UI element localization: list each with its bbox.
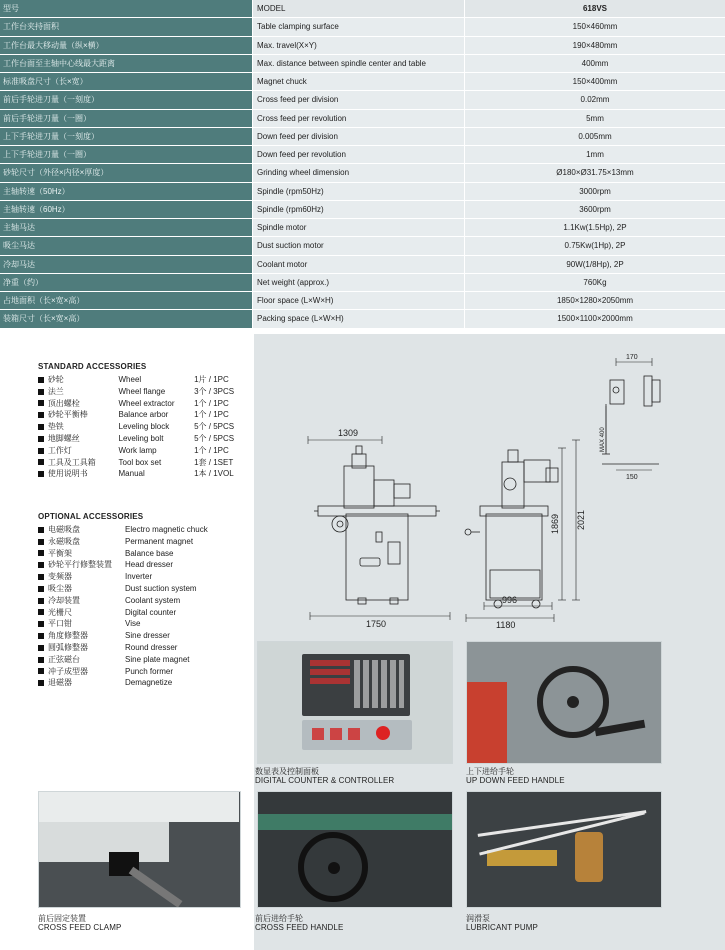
spec-row xyxy=(0,237,725,255)
standard-accessory-item xyxy=(38,445,253,457)
spec-en: Packing space (L×W×H) xyxy=(252,310,464,327)
spec-val: 190×480mm xyxy=(464,37,725,54)
accessory-en: Balance base xyxy=(125,548,174,558)
accessory-cn: 垫铁 xyxy=(47,422,64,432)
accessory-qty: 1套 / 1SET xyxy=(194,457,234,467)
accessory-qty: 1个 / 1PC xyxy=(194,445,229,455)
accessory-cn: 冲子成型器 xyxy=(48,666,88,676)
optional-accessory-item xyxy=(38,630,253,642)
dim-height-1869: 1869 xyxy=(550,513,560,534)
caption-cn-2: 上下进给手轮 xyxy=(466,767,514,776)
caption-cn-5: 润滑泵 xyxy=(466,914,490,923)
spec-row xyxy=(0,164,725,182)
accessory-en: Permanent magnet xyxy=(125,536,194,546)
accessory-en: Balance arbor xyxy=(118,410,169,420)
bullet-icon xyxy=(38,457,48,469)
bullet-icon xyxy=(38,468,48,480)
accessory-en: Sine dresser xyxy=(125,631,170,641)
accessory-en: Wheel flange xyxy=(118,386,166,396)
accessory-en: Punch former xyxy=(125,666,174,676)
spec-en: Net weight (approx.) xyxy=(252,274,464,291)
spec-row xyxy=(0,256,725,274)
accessory-en: Electro magnetic chuck xyxy=(125,525,208,534)
accessory-cn: 砂轮平衡棒 xyxy=(47,410,88,420)
accessory-en: Inverter xyxy=(125,572,153,582)
spec-en: Floor space (L×W×H) xyxy=(252,292,464,309)
spec-row xyxy=(0,37,725,55)
accessory-cn: 正弦磁台 xyxy=(48,654,80,664)
spec-en: Dust suction motor xyxy=(252,237,464,254)
dim-width-bottom: 1750 xyxy=(366,619,387,629)
spec-row xyxy=(0,274,725,292)
spec-cn: 吸尘马达 xyxy=(0,237,252,254)
accessory-en: Round dresser xyxy=(125,642,178,652)
photo-cross-feed-handle xyxy=(257,791,453,908)
bullet-icon xyxy=(38,398,48,410)
standard-accessory-item xyxy=(38,409,253,421)
accessory-cn: 法兰 xyxy=(47,386,64,396)
spec-cn: 工作台最大移动量（纵×横） xyxy=(0,37,252,54)
accessory-cn: 圆弧修整器 xyxy=(48,642,88,652)
photo-lubricant-pump xyxy=(466,791,662,908)
front-counter xyxy=(394,484,410,498)
bullet-icon xyxy=(38,642,48,654)
optional-accessory-item xyxy=(38,595,253,607)
dim-max-400: MAX 400 xyxy=(600,427,606,452)
spec-val: Ø180×Ø31.75×13mm xyxy=(464,164,725,181)
spec-val: 1mm xyxy=(464,146,725,163)
spec-cn: 冷却马达 xyxy=(0,256,252,273)
spec-cn: 装箱尺寸（长×宽×高） xyxy=(0,310,252,327)
photo-cross-feed-clamp xyxy=(38,791,241,908)
accessory-cn: 地脚螺丝 xyxy=(47,433,80,443)
optional-accessory-item xyxy=(38,536,253,548)
accessory-en: Wheel extractor xyxy=(118,398,175,408)
accessory-en: Dust suction system xyxy=(125,583,197,593)
spec-val: 400mm xyxy=(464,55,725,72)
accessory-qty: 3个 / 3PCS xyxy=(194,386,235,396)
caption-cn-1: 数显表及控制面板 xyxy=(255,767,319,776)
spec-val: 1850×1280×2050mm xyxy=(464,292,725,309)
front-table xyxy=(318,506,436,516)
spec-cn: 主轴马达 xyxy=(0,219,252,236)
accessory-en: Digital counter xyxy=(125,607,177,617)
spec-cn: 净重（约） xyxy=(0,274,252,291)
bullet-icon xyxy=(38,666,48,678)
bullet-icon xyxy=(38,654,48,666)
accessory-cn: 砂轮 xyxy=(47,375,64,384)
bullet-icon xyxy=(38,374,48,386)
bullet-icon xyxy=(38,421,48,433)
optional-accessory-item xyxy=(38,571,253,583)
optional-accessories-title: OPTIONAL ACCESSORIES xyxy=(38,512,144,521)
standard-accessories-title: STANDARD ACCESSORIES xyxy=(38,362,147,371)
bullet-icon xyxy=(38,536,48,548)
accessory-en: Leveling bolt xyxy=(118,433,164,443)
spec-cn: 工作台夹持面积 xyxy=(0,18,252,35)
accessory-cn: 光栅尺 xyxy=(48,607,72,617)
accessory-qty: 1个 / 1PC xyxy=(194,398,229,408)
spec-cn: 前后手轮进刀量（一圈） xyxy=(0,110,252,127)
spec-en: Coolant motor xyxy=(252,256,464,273)
optional-accessory-item xyxy=(38,524,253,536)
accessory-cn: 变频器 xyxy=(48,572,72,582)
dim-wheel-150: 150 xyxy=(626,474,638,481)
spec-cn: 前后手轮进刀量（一刻度） xyxy=(0,91,252,108)
bullet-icon xyxy=(38,559,48,571)
dim-width-top: 1309 xyxy=(338,428,359,438)
spec-val: 618VS xyxy=(464,0,725,17)
standard-accessory-item xyxy=(38,433,253,445)
accessory-en: Work lamp xyxy=(118,445,157,455)
accessory-en: Leveling block xyxy=(118,422,170,432)
optional-accessory-item xyxy=(38,642,253,654)
bullet-icon xyxy=(38,618,48,630)
optional-accessory-item xyxy=(38,654,253,666)
front-base xyxy=(346,514,408,600)
bullet-icon xyxy=(38,524,48,536)
spec-row xyxy=(0,55,725,73)
machine-drawing xyxy=(254,334,725,634)
accessory-cn: 退磁器 xyxy=(48,678,72,688)
accessory-qty: 1本 / 1VOL xyxy=(194,469,234,479)
spec-table xyxy=(0,0,725,329)
standard-accessory-item xyxy=(38,386,253,398)
spec-cn: 型号 xyxy=(0,0,252,17)
spec-val: 150×460mm xyxy=(464,18,725,35)
accessory-en: Vise xyxy=(125,619,141,629)
spec-row xyxy=(0,292,725,310)
caption-cn-3: 前后固定装置 xyxy=(38,914,86,923)
front-column xyxy=(344,466,374,508)
optional-accessory-item xyxy=(38,583,253,595)
dim-wheel-170: 170 xyxy=(626,354,638,361)
bullet-icon xyxy=(38,433,48,445)
spec-val: 0.75Kw(1Hp), 2P xyxy=(464,237,725,254)
accessory-en: Manual xyxy=(118,469,145,479)
bullet-icon xyxy=(38,583,48,595)
spec-en: Spindle motor xyxy=(252,219,464,236)
spec-val: 0.005mm xyxy=(464,128,725,145)
spec-val: 0.02mm xyxy=(464,91,725,108)
optional-accessory-item xyxy=(38,677,253,689)
spec-cn: 主轴转速（60Hz） xyxy=(0,201,252,218)
bullet-icon xyxy=(38,595,48,607)
bullet-icon xyxy=(38,571,48,583)
spec-row xyxy=(0,146,725,164)
spec-val: 760Kg xyxy=(464,274,725,291)
bullet-icon xyxy=(38,445,48,457)
caption-en-5: LUBRICANT PUMP xyxy=(466,923,538,932)
accessory-qty: 5个 / 5PCS xyxy=(194,422,235,432)
photo-up-down-feed xyxy=(466,641,662,764)
spec-cn: 工作台面至主轴中心线最大距离 xyxy=(0,55,252,72)
standard-accessory-item xyxy=(38,457,253,469)
optional-accessory-item xyxy=(38,548,253,560)
standard-accessory-item xyxy=(38,421,253,433)
spec-val: 90W(1/8Hp), 2P xyxy=(464,256,725,273)
spec-val: 5mm xyxy=(464,110,725,127)
accessory-en: Sine plate magnet xyxy=(125,654,190,664)
spec-val: 3000rpm xyxy=(464,183,725,200)
spec-en: Spindle (rpm50Hz) xyxy=(252,183,464,200)
dim-height-2021: 2021 xyxy=(576,509,586,530)
spec-en: MODEL xyxy=(252,0,464,17)
side-column xyxy=(502,462,524,508)
spec-val: 1500×1100×2000mm xyxy=(464,310,725,327)
accessory-qty: 1个 / 1PC xyxy=(194,410,229,420)
accessory-cn: 顶出螺栓 xyxy=(47,398,80,408)
accessory-qty: 5个 / 5PCS xyxy=(194,433,235,443)
spec-row xyxy=(0,73,725,91)
side-base xyxy=(486,514,542,600)
optional-accessory-item xyxy=(38,559,253,571)
accessory-cn: 工具及工具箱 xyxy=(47,457,96,467)
optional-accessory-item xyxy=(38,618,253,630)
bullet-icon xyxy=(38,548,48,560)
standard-accessories xyxy=(38,362,253,480)
bullet-icon xyxy=(38,607,48,619)
caption-en-2: UP DOWN FEED HANDLE xyxy=(466,776,565,785)
accessory-cn: 平口钳 xyxy=(48,619,72,629)
spec-en: Down feed per division xyxy=(252,128,464,145)
spec-row xyxy=(0,18,725,36)
spec-val: 3600rpm xyxy=(464,201,725,218)
bullet-icon xyxy=(38,630,48,642)
spec-row xyxy=(0,128,725,146)
accessory-qty: 1片 / 1PC xyxy=(194,375,229,384)
photo-digital-counter xyxy=(257,641,453,764)
spec-row xyxy=(0,219,725,237)
accessory-cn: 工作灯 xyxy=(47,445,72,455)
spec-cn: 上下手轮进刀量（一刻度） xyxy=(0,128,252,145)
spec-cn: 主轴转速（50Hz） xyxy=(0,183,252,200)
spec-en: Grinding wheel dimension xyxy=(252,164,464,181)
spec-val: 1.1Kw(1.5Hp), 2P xyxy=(464,219,725,236)
spec-en: Max. distance between spindle center and table xyxy=(252,55,464,72)
accessory-en: Coolant system xyxy=(125,595,181,605)
caption-en-3: CROSS FEED CLAMP xyxy=(38,923,122,932)
accessory-en: Tool box set xyxy=(118,457,162,467)
spec-cn: 上下手轮进刀量（一圈） xyxy=(0,146,252,163)
accessory-en: Head dresser xyxy=(125,560,174,570)
accessory-cn: 冷却装置 xyxy=(48,595,80,605)
standard-accessory-item xyxy=(38,398,253,410)
spec-en: Down feed per revolution xyxy=(252,146,464,163)
caption-cn-4: 前后进给手轮 xyxy=(255,914,303,923)
spec-en: Cross feed per revolution xyxy=(252,110,464,127)
dim-depth-1180: 1180 xyxy=(496,620,516,630)
optional-accessories xyxy=(38,512,253,689)
accessory-en: Demagnetize xyxy=(125,678,173,688)
caption-en-4: CROSS FEED HANDLE xyxy=(255,923,344,932)
accessory-cn: 吸尘器 xyxy=(48,583,72,593)
spec-en: Magnet chuck xyxy=(252,73,464,90)
accessory-cn: 砂轮平行修整装置 xyxy=(48,560,112,570)
bullet-icon xyxy=(38,386,48,398)
spec-row xyxy=(0,201,725,219)
bullet-icon xyxy=(38,677,48,689)
bullet-icon xyxy=(38,409,48,421)
spec-row xyxy=(0,110,725,128)
accessory-cn: 角度修整器 xyxy=(48,631,88,641)
spec-row xyxy=(0,310,725,328)
spec-val: 150×400mm xyxy=(464,73,725,90)
spec-row xyxy=(0,91,725,109)
accessory-cn: 永磁吸盘 xyxy=(48,536,80,546)
spec-cn: 砂轮尺寸（外径×内径×厚度） xyxy=(0,164,252,181)
accessory-en: Wheel xyxy=(118,375,142,384)
dim-depth-996: 996 xyxy=(502,595,518,605)
spec-row xyxy=(0,183,725,201)
spec-cn: 标准吸盘尺寸（长×宽） xyxy=(0,73,252,90)
spec-en: Spindle (rpm60Hz) xyxy=(252,201,464,218)
spec-cn: 占地面积（长×宽×高） xyxy=(0,292,252,309)
spec-en: Max. travel(X×Y) xyxy=(252,37,464,54)
optional-accessory-item xyxy=(38,607,253,619)
spec-en: Table clamping surface xyxy=(252,18,464,35)
standard-accessory-item xyxy=(38,374,253,386)
standard-accessory-item xyxy=(38,468,253,480)
spec-en: Cross feed per division xyxy=(252,91,464,108)
spec-header-row xyxy=(0,0,725,18)
accessory-cn: 电磁吸盘 xyxy=(48,525,80,534)
accessory-cn: 平衡架 xyxy=(48,548,72,558)
optional-accessory-item xyxy=(38,666,253,678)
caption-en-1: DIGITAL COUNTER & CONTROLLER xyxy=(255,776,395,785)
accessory-cn: 使用说明书 xyxy=(47,469,88,479)
